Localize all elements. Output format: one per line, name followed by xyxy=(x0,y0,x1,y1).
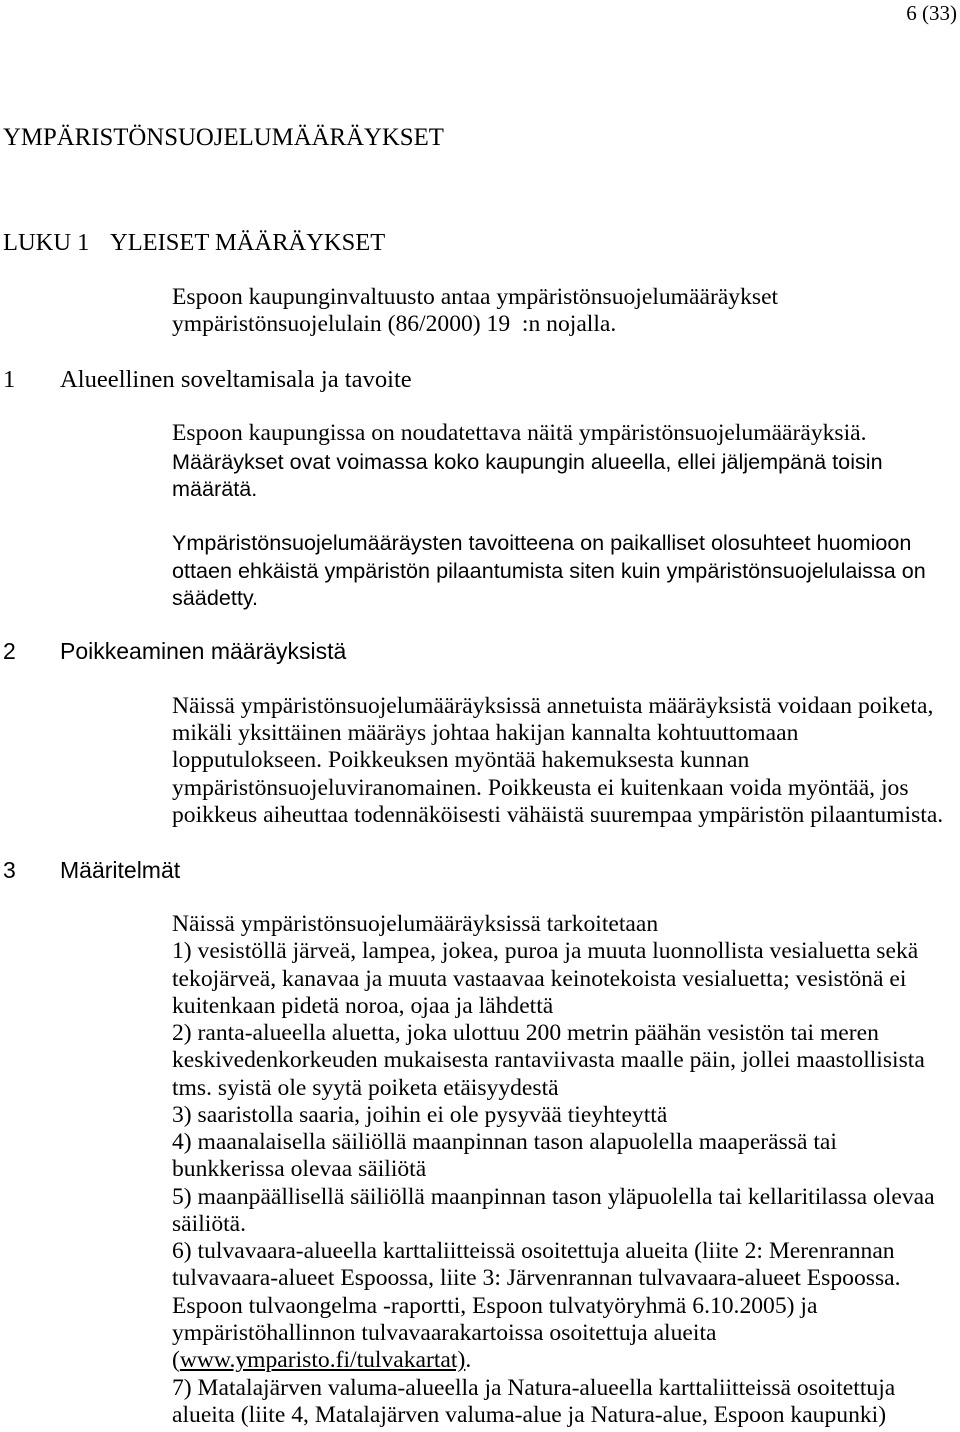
paragraph-line: Espoon kaupungissa on noudatettava näitä ympäristönsuojelumääräyksiä. xyxy=(172,420,867,447)
definition-line: keskivedenkorkeuden mukaisesta rantaviivasta maalle päin, jollei maastollisista xyxy=(172,1047,925,1074)
paragraph-line: säädetty. xyxy=(172,584,259,610)
section-heading xyxy=(0,857,960,884)
paragraph-line: ottaen ehkäistä ympäristön pilaantumista siten kuin ympäristönsuojelulaissa on xyxy=(172,557,926,583)
definition-line: tulvavaara-alueet Espoossa, liite 3: Järvenrannan tulvavaara-alueet Espoossa. xyxy=(172,1265,901,1292)
paragraph-line: Näissä ympäristönsuojelumääräyksissä annetuista määräyksistä voidaan poiketa, xyxy=(172,692,934,719)
definitions-intro: Näissä ympäristönsuojelumääräyksissä tarkoitetaan xyxy=(172,911,659,938)
definition-link-line xyxy=(0,1347,960,1374)
definition-line: 7) Matalajärven valuma-alueella ja Natura-alueella karttaliitteissä osoitettuja xyxy=(172,1374,896,1401)
definition-line: 1) vesistöllä järveä, lampea, jokea, puroa ja muuta luonnollista vesialuetta sekä xyxy=(172,938,919,965)
spacer xyxy=(0,829,960,856)
section-number: 1 xyxy=(3,365,16,393)
definition-line: säiliötä. xyxy=(172,1210,247,1237)
section-heading xyxy=(0,638,960,665)
definition-line: tekojärveä, kanavaa ja muuta vastaavaa keinotekoista vesialuetta; vesistönä ei xyxy=(172,965,907,992)
spacer xyxy=(0,338,960,365)
definition-line: ympäristöhallinnon tulvavaarakartoissa osoitettuja alueita xyxy=(172,1320,717,1347)
definition-line: bunkkerissa olevaa säiliötä xyxy=(172,1156,427,1183)
document-body xyxy=(0,229,960,1429)
spacer xyxy=(0,257,960,284)
chapter-heading xyxy=(0,229,960,256)
paragraph-line: ympäristönsuojeluviranomainen. Poikkeusta ei kuitenkaan voida myöntää, jos xyxy=(172,774,909,801)
definition-line: kuitenkaan pidetä noroa, ojaa ja lähdettä xyxy=(172,992,554,1019)
document-title: YMPÄRISTÖNSUOJELUMÄÄRÄYKSET xyxy=(3,124,444,151)
tulvakartat-link[interactable]: www.ymparisto.fi/tulvakartat) xyxy=(179,1347,466,1374)
chapter-title: YLEISET MÄÄRÄYKSET xyxy=(110,229,386,257)
chapter-label: LUKU 1 xyxy=(3,229,90,257)
section-title: Poikkeaminen määräyksistä xyxy=(60,638,347,665)
link-suffix: . xyxy=(465,1347,472,1374)
paragraph-line: määrätä. xyxy=(172,475,258,501)
definition-line: tms. syistä ole syytä poiketa etäisyydestä xyxy=(172,1074,559,1101)
paragraph-line: lopputulokseen. Poikkeuksen myöntää hakemuksesta kunnan xyxy=(172,747,750,774)
paragraph-line: Määräykset ovat voimassa koko kaupungin alueella, ellei jäljempänä toisin xyxy=(172,448,883,474)
intro-line: Espoon kaupunginvaltuusto antaa ympäristönsuojelumääräykset xyxy=(172,283,779,310)
spacer xyxy=(0,502,960,529)
definition-line: Espoon tulvaongelma -raportti, Espoon tulvatyöryhmä 6.10.2005) ja xyxy=(172,1292,818,1319)
spacer xyxy=(0,611,960,638)
paragraph-line: poikkeus aiheuttaa todennäköisesti vähäistä suurempaa ympäristön pilaantumista. xyxy=(172,801,944,828)
page-number: 6 (33) xyxy=(906,1,957,25)
paragraph-line: mikäli yksittäinen määräys johtaa hakijan kannalta kohtuuttomaan xyxy=(172,720,799,747)
definition-line: 5) maanpäällisellä säiliöllä maanpinnan tason yläpuolella tai kellaritilassa olevaa xyxy=(172,1183,935,1210)
definition-line: 3) saaristolla saaria, joihin ei ole pysyvää tieyhteyttä xyxy=(172,1101,668,1128)
spacer xyxy=(0,393,960,420)
definition-line: 6) tulvavaara-alueella karttaliitteissä osoitettuja alueita (liite 2: Merenrannan xyxy=(172,1238,895,1265)
section-number: 2 xyxy=(3,638,16,665)
definition-line: alueita (liite 4, Matalajärven valuma-alue ja Natura-alue, Espoon kaupunki) xyxy=(172,1401,887,1428)
section-number: 3 xyxy=(3,856,16,883)
section-heading xyxy=(0,366,960,393)
definition-line: 4) maanalaisella säiliöllä maanpinnan tason alapuolella maaperässä tai xyxy=(172,1129,837,1156)
section-title: Alueellinen soveltamisala ja tavoite xyxy=(60,365,412,393)
spacer xyxy=(0,884,960,911)
paragraph-line: Ympäristönsuojelumääräysten tavoitteena on paikalliset olosuhteet huomioon xyxy=(172,530,912,556)
section-title: Määritelmät xyxy=(60,856,181,883)
spacer xyxy=(0,666,960,693)
definition-line: 2) ranta-alueella aluetta, joka ulottuu 200 metrin päähän vesistön tai meren xyxy=(172,1020,879,1047)
intro-line: ympäristönsuojelulain (86/2000) 19 :n nojalla. xyxy=(172,311,617,338)
link-prefix: ( xyxy=(172,1347,180,1374)
